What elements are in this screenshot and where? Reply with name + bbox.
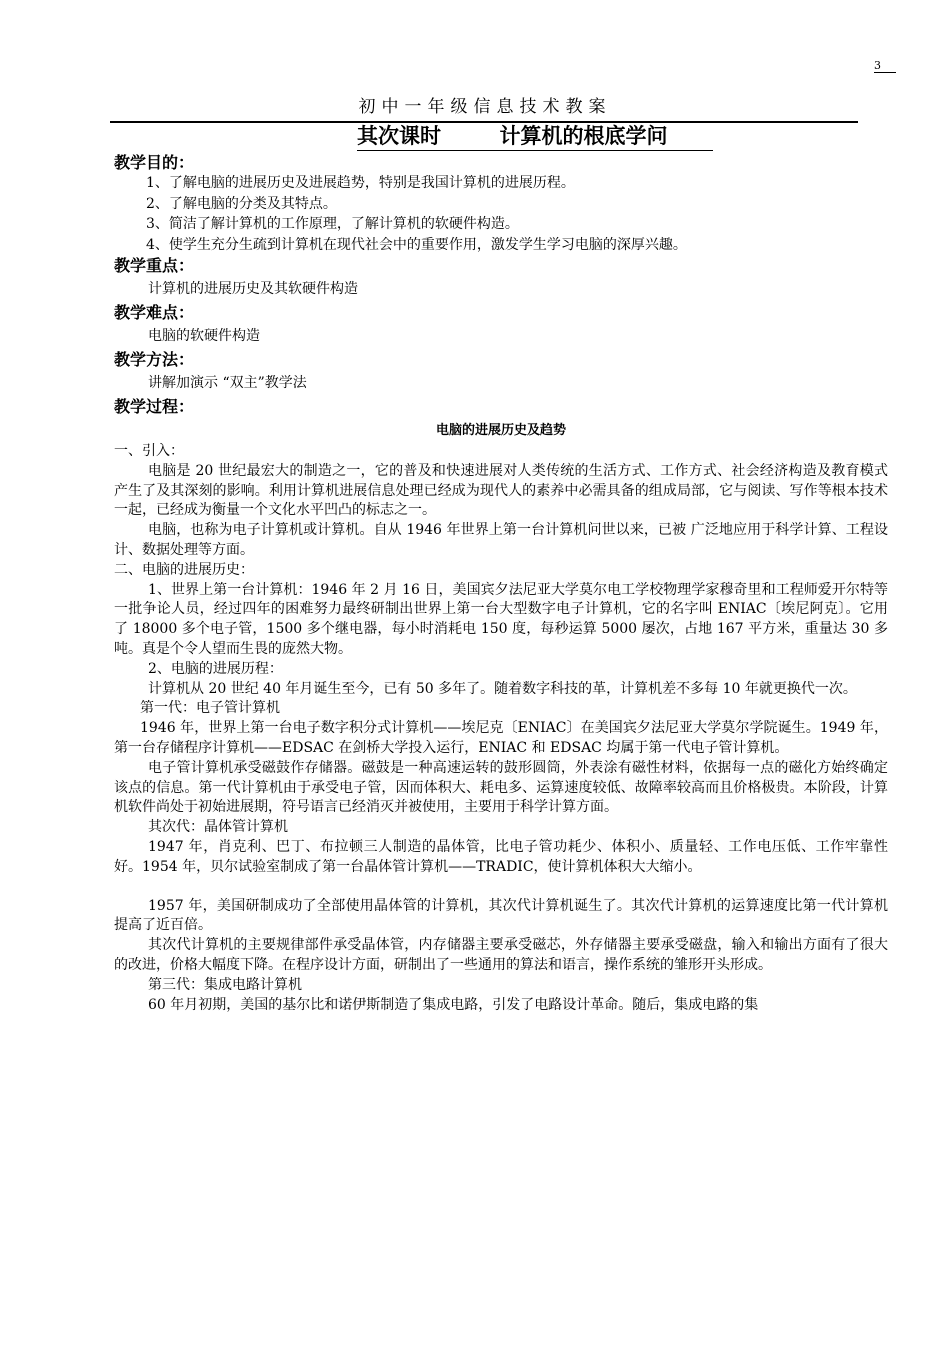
objectives-heading: 教学目的： [114, 153, 195, 172]
lesson-title: 其次课时 计算机的根底学问 [357, 122, 713, 151]
document-body [114, 152, 888, 1015]
generation-paragraph: 60 年月初期，美国的基尔比和诺伊斯制造了集成电路，引发了电路设计革命。随后，集成电路的集 [148, 996, 759, 1013]
history-paragraph: 1、世界上第一台计算机：1946 年 2 月 16 日，美国宾夕法尼亚大学莫尔电工学校物理学家穆奇里和工程师爱开尔特等一批争论人员，经过四年的困难努力最终研制出世界上第一台大型数字电子计算机，它的名字叫 ENIAC〔埃尼阿克〕。它用了 18000 多个电子管，1500 多个继电器，每小时消耗电 150 度，每秒运算 5000 屡次，占地 167 平方米，重量达 30 多吨。真是个令人望而生畏的庞然大物。 [114, 581, 888, 657]
focus-heading: 教学重点： [114, 256, 195, 275]
section-title: 电脑的进展历史及趋势 [435, 423, 566, 438]
difficulty-text: 电脑的软硬件构造 [148, 328, 260, 344]
objective-item: 4、使学生充分生疏到计算机在现代社会中的重要作用，激发学生学习电脑的深厚兴趣。 [146, 236, 687, 253]
difficulty-heading: 教学难点： [114, 303, 195, 322]
objective-item: 2、了解电脑的分类及其特点。 [146, 195, 337, 212]
generation-heading: 第一代：电子管计算机 [140, 700, 280, 717]
generation-heading: 第三代：集成电路计算机 [148, 976, 302, 993]
history-heading: 二、电脑的进展历史： [114, 561, 254, 578]
generation-paragraph: 电子管计算机承受磁鼓作存储器。磁鼓是一种高速运转的鼓形圆筒，外表涂有磁性材料，依据每一点的磁化方始终确定该点的信息。第一代计算机由于承受电子管，因而体积大、耗电多、运算速度较低、故障率较高而且价格极贵。本阶段，计算机软件尚处于初始进展期，符号语言已经消灭并被使用，主要用于科学计算方面。 [114, 759, 888, 816]
objective-item: 3、简洁了解计算机的工作原理，了解计算机的软硬件构造。 [146, 216, 519, 232]
generation-paragraph: 1946 年，世界上第一台电子数字积分式计算机——埃尼克〔ENIAC〕在美国宾夕法尼亚大学莫尔学院诞生。1949 年，第一台存储程序计算机——EDSAC 在剑桥大学投入运行，ENIAC 和 EDSAC 均属于第一代电子管计算机。 [114, 720, 888, 756]
history-paragraph: 计算机从 20 世纪 40 年月诞生至今，已有 50 多年了。随着数字科技的革，计算机差不多每 10 年就更换代一次。 [148, 680, 857, 697]
generation-heading: 其次代：晶体管计算机 [148, 819, 288, 836]
generation-paragraph: 1947 年，肖克利、巴丁、布拉顿三人制造的晶体管，比电子管功耗少、体积小、质量轻、工作电压低、工作牢靠性好。1954 年，贝尔试验室制成了第一台晶体管计算机——TRADIC，使计算机体积大大缩小。 [114, 838, 888, 875]
document-header-title: 初中一年级信息技术教案 [358, 97, 612, 117]
method-text: 讲解加演示 “双主”教学法 [148, 375, 307, 391]
process-heading: 教学过程： [114, 397, 195, 416]
objective-item: 1、了解电脑的进展历史及进展趋势，特别是我国计算机的进展历程。 [146, 175, 575, 191]
intro-heading: 一、引入： [114, 443, 184, 459]
focus-text: 计算机的进展历史及其软硬件构造 [148, 281, 358, 297]
generation-paragraph: 其次代计算机的主要规律部件承受晶体管，内存储器主要承受磁芯，外存储器主要承受磁盘，输入和输出方面有了很大的改进，价格大幅度下降。在程序设计方面，研制出了一些通用的算法和语言，操作系统的雏形开头形成。 [114, 937, 888, 973]
page-number: 3 [874, 60, 896, 73]
history-subheading: 2、电脑的进展历程： [148, 660, 283, 677]
blank-line [114, 878, 888, 897]
intro-paragraph: 电脑，也称为电子计算机或计算机。自从 1946 年世界上第一台计算机问世以来，已被 广泛地应用于科学计算、工程设计、数据处理等方面。 [114, 522, 888, 558]
method-heading: 教学方法： [114, 350, 195, 369]
generation-paragraph: 1957 年，美国研制成功了全部使用晶体管的计算机，其次代计算机诞生了。其次代计算机的运算速度比第一代计算机提高了近百倍。 [114, 897, 888, 934]
intro-paragraph: 电脑是 20 世纪最宏大的制造之一，它的普及和快速进展对人类传统的生活方式、工作方式、社会经济构造及教育模式产生了及其深刻的影响。利用计算机进展信息处理已经成为现代人的素养中必需具备的组成局部，它与阅读、写作等根本技术一起，已经成为衡量一个文化水平凹凸的标志之一。 [114, 462, 888, 519]
